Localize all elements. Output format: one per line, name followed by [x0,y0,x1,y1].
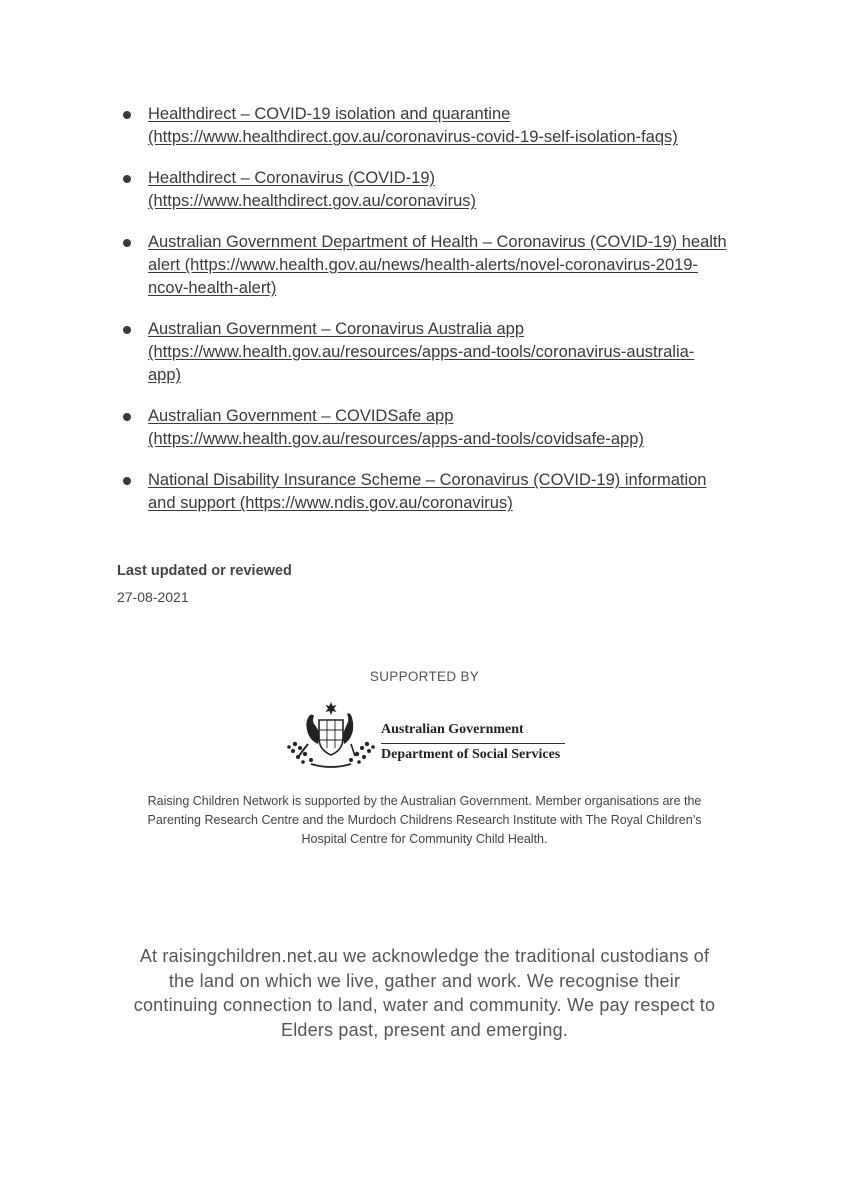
australian-government-logo [285,700,570,772]
acknowledgement-line: At raisingchildren.net.au we acknowledge the traditional custodians of [139,946,710,966]
gov-logo-text [381,720,565,763]
link-text-line: Healthdirect – COVID-19 isolation and quarantine [148,105,511,123]
link-text-line: Australian Government Department of Health – Coronavirus (COVID-19) health [148,233,727,251]
support-statement [110,792,739,849]
link-item-covidsafe-app [120,405,750,451]
link-text-line: (https://www.health.gov.au/resources/apps-and-tools/coronavirus-australia- [148,343,695,361]
acknowledgement-of-country [100,944,749,1042]
acknowledgement-line: Elders past, present and emerging. [281,1019,568,1040]
support-line: Raising Children Network is supported by the Australian Government. Member organisations are the [147,794,702,808]
link-text-line: alert (https://www.health.gov.au/news/health-alerts/novel-coronavirus-2019- [148,256,698,274]
link-text-line: (https://www.healthdirect.gov.au/coronavirus-covid-19-self-isolation-faqs) [148,128,678,146]
resource-links-list [120,103,750,533]
link-item-coronavirus-app [120,318,750,387]
link-healthdirect-coronavirus[interactable] [148,167,750,213]
link-text-line: Australian Government – COVIDSafe app [148,407,454,425]
link-text-line: Healthdirect – Coronavirus (COVID-19) [148,169,436,187]
link-text-line: app) [148,366,182,384]
link-text-line: ncov-health-alert) [148,279,277,297]
link-text-line: Australian Government – Coronavirus Australia app [148,320,525,338]
link-item-healthdirect-coronavirus [120,167,750,213]
acknowledgement-line: continuing connection to land, water and community. We pay respect to [133,995,716,1015]
link-covidsafe-app[interactable] [148,405,750,451]
acknowledgement-line: the land on which we live, gather and work. We recognise their [168,970,681,991]
link-text-line: and support (https://www.ndis.gov.au/coronavirus) [148,494,513,512]
support-line: Parenting Research Centre and the Murdoch Childrens Research Institute with The Royal Children’s [147,813,702,827]
last-updated-label: Last updated or reviewed [117,563,292,579]
link-ndis[interactable] [148,469,750,515]
link-coronavirus-app[interactable] [148,318,750,387]
link-healthdirect-isolation[interactable] [148,103,750,149]
link-text-line: (https://www.healthdirect.gov.au/coronavirus) [148,192,477,210]
link-item-healthdirect-isolation [120,103,750,149]
coat-of-arms-icon [285,700,377,772]
link-text-line: National Disability Insurance Scheme – Coronavirus (COVID-19) information [148,471,707,489]
link-item-ndis [120,469,750,515]
link-item-health-alert [120,231,750,300]
gov-logo-line2: Department of Social Services [381,747,561,762]
support-line: Hospital Centre for Community Child Health. [301,832,548,846]
last-updated-date: 27-08-2021 [117,589,189,605]
supported-by-heading: SUPPORTED BY [369,669,480,684]
link-health-alert[interactable] [148,231,750,300]
link-text-line: (https://www.health.gov.au/resources/apps-and-tools/covidsafe-app) [148,430,644,448]
gov-logo-line1: Australian Government [381,720,565,744]
